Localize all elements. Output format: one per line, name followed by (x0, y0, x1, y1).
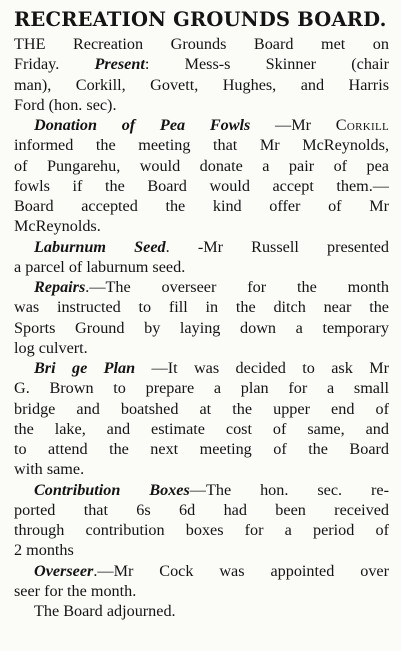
text-line: THE Recreation Grounds Board met on (14, 35, 389, 53)
section-subhead: Laburnum Seed (34, 237, 166, 256)
section-subhead: Donation of Pea Fowls (34, 116, 251, 134)
text-line: a parcel of laburnum seed. (14, 257, 186, 276)
text-line: McReynolds. (14, 217, 101, 236)
present-label: Present (94, 55, 145, 74)
text-fragment: —It was decided to ask Mr (135, 359, 389, 377)
text-line: fowls if the Board would accept them.— (14, 176, 389, 195)
name-small-caps: Corkill (335, 116, 389, 134)
text-line (14, 480, 389, 500)
section-subhead: Repairs (34, 278, 86, 296)
text-line: Sports Ground by laying down a temporary (14, 318, 389, 337)
text-line: man), Corkill, Govett, Hughes, and Harris (14, 75, 389, 94)
text-line: log culvert. (14, 338, 88, 357)
section-subhead: Contribution Boxes (34, 480, 190, 499)
text-line: G. Brown to prepare a plan for a small (14, 379, 389, 398)
text-line: through contribution boxes for a period of (14, 521, 389, 539)
paragraph-meeting-attendance (14, 34, 389, 115)
text-line: ported that 6s 6d had been received (14, 500, 389, 519)
paragraph-donation-pea-fowls (14, 115, 389, 237)
paragraph-contribution-boxes (14, 480, 389, 561)
text-line (14, 237, 389, 257)
paragraph-repairs (14, 277, 389, 358)
paragraph-laburnum-seed (14, 237, 389, 278)
text-line: bridge and boatshed at the upper end of (14, 399, 389, 418)
text-fragment: . -Mr Russell presented (165, 237, 389, 256)
text-line: to attend the next meeting of the Board (14, 440, 389, 458)
text-line: of Pungarehu, would donate a pair of pea (14, 156, 389, 175)
text-line (14, 277, 389, 297)
text-fragment: Friday. (14, 55, 95, 74)
text-fragment: .—The overseer for the month (85, 278, 389, 296)
text-fragment: —The hon. sec. re- (189, 480, 389, 499)
text-line (14, 54, 389, 74)
text-line: Board accepted the kind offer of Mr (14, 197, 389, 215)
text-line: was instructed to fill in the ditch near the (14, 298, 389, 317)
section-subhead: Bri ge Plan (34, 359, 136, 377)
text-line: seer for the month. (14, 581, 137, 600)
text-line (14, 561, 389, 581)
text-fragment: .—Mr Cock was appointed over (93, 561, 389, 580)
article-headline: RECREATION GROUNDS BOARD. (14, 8, 387, 31)
text-line: the lake, and estimate cost of same, and (14, 419, 389, 438)
text-line: informed the meeting that Mr McReynolds, (14, 136, 389, 155)
text-line (14, 115, 389, 135)
paragraph-adjourned (14, 601, 389, 621)
paragraph-bridge-plan (14, 358, 389, 480)
text-line: Ford (hon. sec). (14, 95, 117, 114)
text-fragment: : Mess-s Skinner (chair (144, 55, 389, 74)
text-line (14, 358, 389, 378)
text-line: 2 months (14, 541, 74, 560)
text-line: The Board adjourned. (34, 602, 176, 620)
paragraph-overseer (14, 561, 389, 602)
section-subhead: Overseer (34, 561, 94, 580)
text-fragment: —Mr (250, 116, 336, 134)
text-line: with same. (14, 460, 85, 479)
